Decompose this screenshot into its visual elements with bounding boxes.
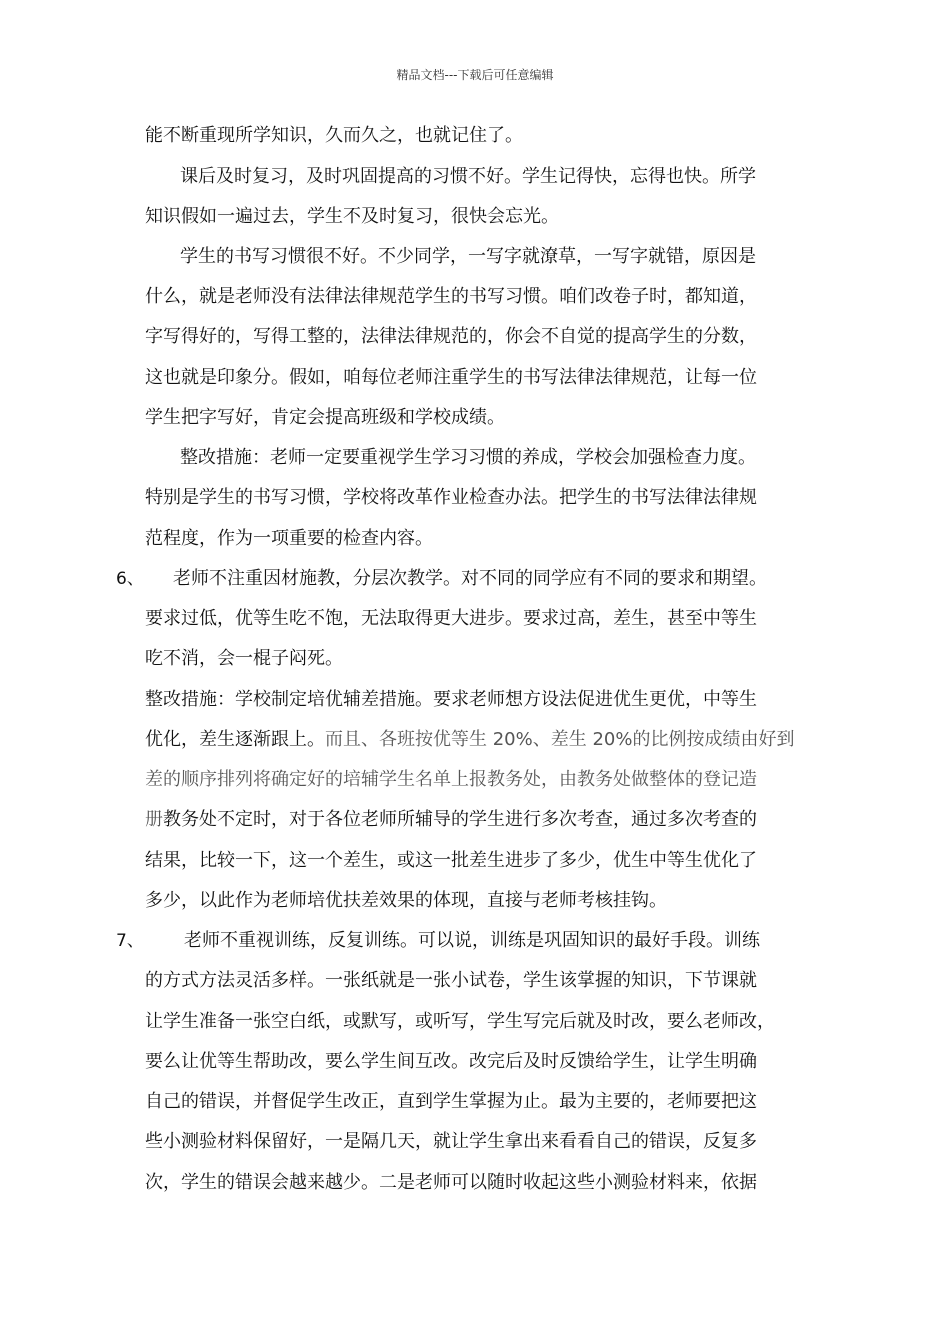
text-line: 能不断重现所学知识，久而久之，也就记住了。	[145, 125, 523, 146]
text-line: 整改措施：学校制定培优辅差措施。要求老师想方设法促进优生更优，中等生	[145, 689, 757, 710]
text-line: 些小测验材料保留好，一是隔几天，就让学生拿出来看看自己的错误，反复多	[145, 1131, 757, 1152]
text-line: 让学生准备一张空白纸，或默写，或听写，学生写完后就及时改，要么老师改，	[145, 1011, 775, 1032]
text-line: 吃不消，会一棍子闷死。	[145, 648, 343, 669]
text-line: 学生把字写好，肯定会提高班级和学校成绩。	[145, 407, 505, 428]
text-line: 要求过低，优等生吃不饱，无法取得更大进步。要求过高，差生，甚至中等生	[145, 608, 757, 629]
text-line: 老师不注重因材施教，分层次教学。对不同的同学应有不同的要求和期望。	[173, 568, 767, 589]
text-line	[145, 728, 794, 752]
text-line: 自己的错误，并督促学生改正，直到学生掌握为止。最为主要的，老师要把这	[145, 1091, 757, 1112]
list-number: 6、	[116, 569, 144, 589]
text-line: 这也就是印象分。假如，咱每位老师注重学生的书写法律法律规范，让每一位	[145, 367, 757, 388]
text-line: 知识假如一遍过去，学生不及时复习，很快会忘光。	[145, 206, 559, 227]
text-segment: 教务处不定时，对于各位老师所辅导的学生进行多次考查，通过多次考查的	[163, 809, 757, 830]
text-line: 学生的书写习惯很不好。不少同学，一写字就潦草，一写字就错，原因是	[180, 246, 756, 267]
text-line: 课后及时复习，及时巩固提高的习惯不好。学生记得快，忘得也快。所学	[180, 166, 756, 187]
text-line	[145, 808, 757, 832]
text-line: 的方式方法灵活多样。一张纸就是一张小试卷，学生该掌握的知识，下节课就	[145, 970, 757, 991]
text-line: 字写得好的，写得工整的，法律法律规范的，你会不自觉的提高学生的分数，	[145, 326, 757, 347]
text-line: 什么，就是老师没有法律法律规范学生的书写习惯。咱们改卷子时，都知道，	[145, 286, 757, 307]
text-line: 整改措施：老师一定要重视学生学习习惯的养成，学校会加强检查力度。	[180, 447, 756, 468]
text-segment-gray: 册	[145, 809, 163, 830]
page-header: 精品文档---下载后可任意编辑	[396, 68, 554, 82]
text-line: 老师不重视训练，反复训练。可以说，训练是巩固知识的最好手段。训练	[184, 930, 760, 951]
list-number: 7、	[116, 931, 144, 951]
text-line: 要么让优等生帮助改，要么学生间互改。改完后及时反馈给学生，让学生明确	[145, 1051, 757, 1072]
text-segment: 优化，差生逐渐跟上。	[145, 729, 325, 750]
text-line: 次，学生的错误会越来越少。二是老师可以随时收起这些小测验材料来，依据	[145, 1172, 757, 1193]
text-line: 多少，以此作为老师培优扶差效果的体现，直接与老师考核挂钩。	[145, 890, 667, 911]
text-segment-gray: 而且、各班按优等生 20%、差生 20%的比例按成绩由好到	[325, 729, 795, 750]
text-line: 结果，比较一下，这一个差生，或这一批差生进步了多少，优生中等生优化了	[145, 850, 757, 871]
text-line: 范程度，作为一项重要的检查内容。	[145, 528, 433, 549]
text-line: 特别是学生的书写习惯，学校将改革作业检查办法。把学生的书写法律法律规	[145, 487, 757, 508]
text-line: 差的顺序排列将确定好的培辅学生名单上报教务处，由教务处做整体的登记造	[145, 769, 757, 790]
